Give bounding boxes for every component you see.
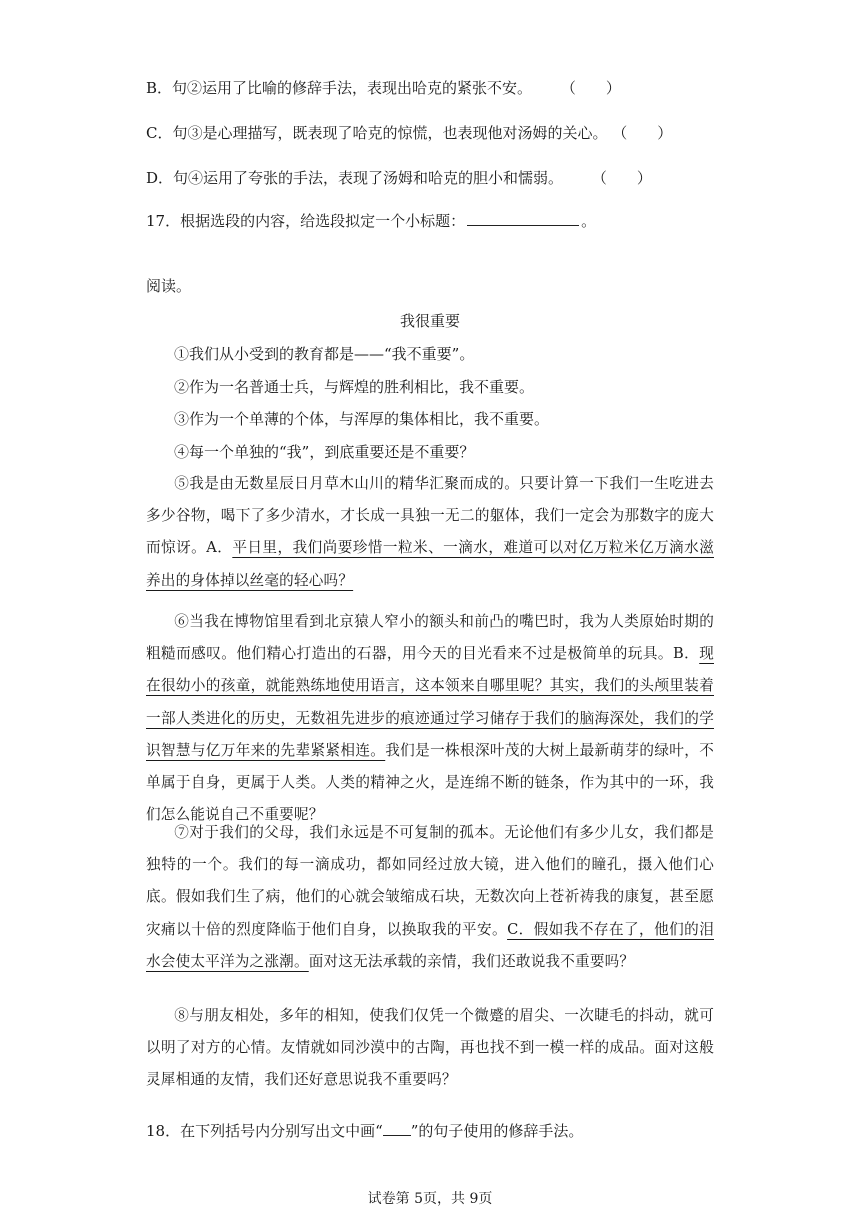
paragraph-8 — [146, 1000, 714, 1097]
paragraph-6-text: ⑥当我在博物馆里看到北京猿人窄小的额头和前凸的嘴巴时，我为人类原始时期的粗糙而感叹。他们精心打造出的石器，用今天的目光看来不过是极简单的玩具。B． — [146, 613, 714, 663]
question-18-text-end: ”的句子使用的修辞手法。 — [410, 1122, 584, 1140]
paragraph-4: ④每一个单独的“我”，到底重要还是不重要？ — [174, 443, 475, 461]
paragraph-7-underlined-sentence: C．假如我不存在了，他们的泪水会使太平洋为之涨潮。 — [146, 920, 714, 970]
question-17 — [146, 211, 596, 231]
paragraph-7 — [146, 817, 714, 978]
underline-marker — [383, 1123, 411, 1136]
paragraph-7-text-end: 面对这无法承载的亲情，我们还敢说我不重要吗？ — [308, 952, 635, 970]
option-b-answer-paren[interactable]: （ ） — [560, 79, 621, 97]
paragraph-8-text: ⑧与朋友相处，多年的相知，使我们仅凭一个微蹙的眉尖、一次睫毛的抖动，就可以明了对方的心情。友情就如同沙漠中的古陶，再也找不到一模一样的成品。面对这般灵犀相通的友情，我们还好意思说我不重要吗？ — [146, 1007, 714, 1089]
option-d-text: D．句④运用了夸张的手法，表现了汤姆和哈克的胆小和懦弱。 — [146, 169, 564, 187]
option-c-answer-paren[interactable]: （ ） — [612, 124, 673, 142]
paragraph-2: ②作为一名普通士兵，与辉煌的胜利相比，我不重要。 — [174, 378, 535, 396]
option-b — [146, 78, 621, 98]
paragraph-6-text-end: 我们是一株根深叶茂的大树上最新萌芽的绿叶，不单属于自身，更属于人类。人类的精神之火，是连绵不断的链条，作为其中的一环，我们怎么能说自己不重要呢？ — [146, 741, 715, 824]
question-17-text: 17．根据选段的内容，给选段拟定一个小标题： — [146, 212, 466, 230]
reading-label: 阅读。 — [146, 277, 192, 295]
question-17-end: 。 — [581, 212, 597, 230]
question-18 — [146, 1121, 583, 1141]
page-footer: 试卷第 5页，共 9页 — [367, 1191, 493, 1207]
paragraph-7-text: ⑦对于我们的父母，我们永远是不可复制的孤本。无论他们有多少儿女，我们都是独特的一个。我们的每一滴成功，都如同经过放大镜，进入他们的瞳孔，摄入他们心底。假如我们生了病，他们的心就会皱缩成石块，无数次向上苍祈祷我的康复，甚至愿灾痛以十倍的烈度降临于他们自身，以换取我的平安。 — [146, 824, 714, 938]
option-b-text: B．句②运用了比喻的修辞手法，表现出哈克的紧张不安。 — [146, 79, 533, 97]
paragraph-1: ①我们从小受到的教育都是——“我不重要”。 — [174, 345, 475, 363]
paragraph-5-underlined-sentence: 平日里，我们尚要珍惜一粒米、一滴水，难道可以对亿万粒米亿万滴水滋养出的身体掉以丝毫的轻心吗？ — [146, 539, 714, 589]
paragraph-3: ③作为一个单薄的个体，与浑厚的集体相比，我不重要。 — [174, 410, 550, 428]
paragraph-6 — [146, 606, 714, 831]
question-17-answer-blank[interactable] — [467, 211, 579, 226]
option-c-text: C．句③是心理描写，既表现了哈克的惊慌，也表现他对汤姆的关心。 — [146, 124, 608, 142]
question-18-text: 18．在下列括号内分别写出文中画“ — [146, 1122, 383, 1140]
option-c — [146, 123, 673, 143]
paragraph-6-underlined-sentence: 现在很幼小的孩童，就能熟练地使用语言，这本领来自哪里呢？其实，我们的头颅里装着一部人类进化的历史，无数祖先进步的痕迹通过学习储存于我们的脑海深处，我们的学识智慧与亿万年来的先辈紧紧相连。 — [146, 645, 714, 759]
paragraph-5 — [146, 468, 714, 597]
option-d — [146, 168, 652, 188]
option-d-answer-paren[interactable]: （ ） — [591, 169, 652, 187]
article-title: 我很重要 — [399, 312, 460, 330]
paragraph-5-text: ⑤我是由无数星辰日月草木山川的精华汇聚而成的。只要计算一下我们一生吃进去多少谷物，喝下了多少清水，才长成一具独一无二的躯体，我们一定会为那数字的庞大而惊讶。A． — [146, 475, 714, 557]
